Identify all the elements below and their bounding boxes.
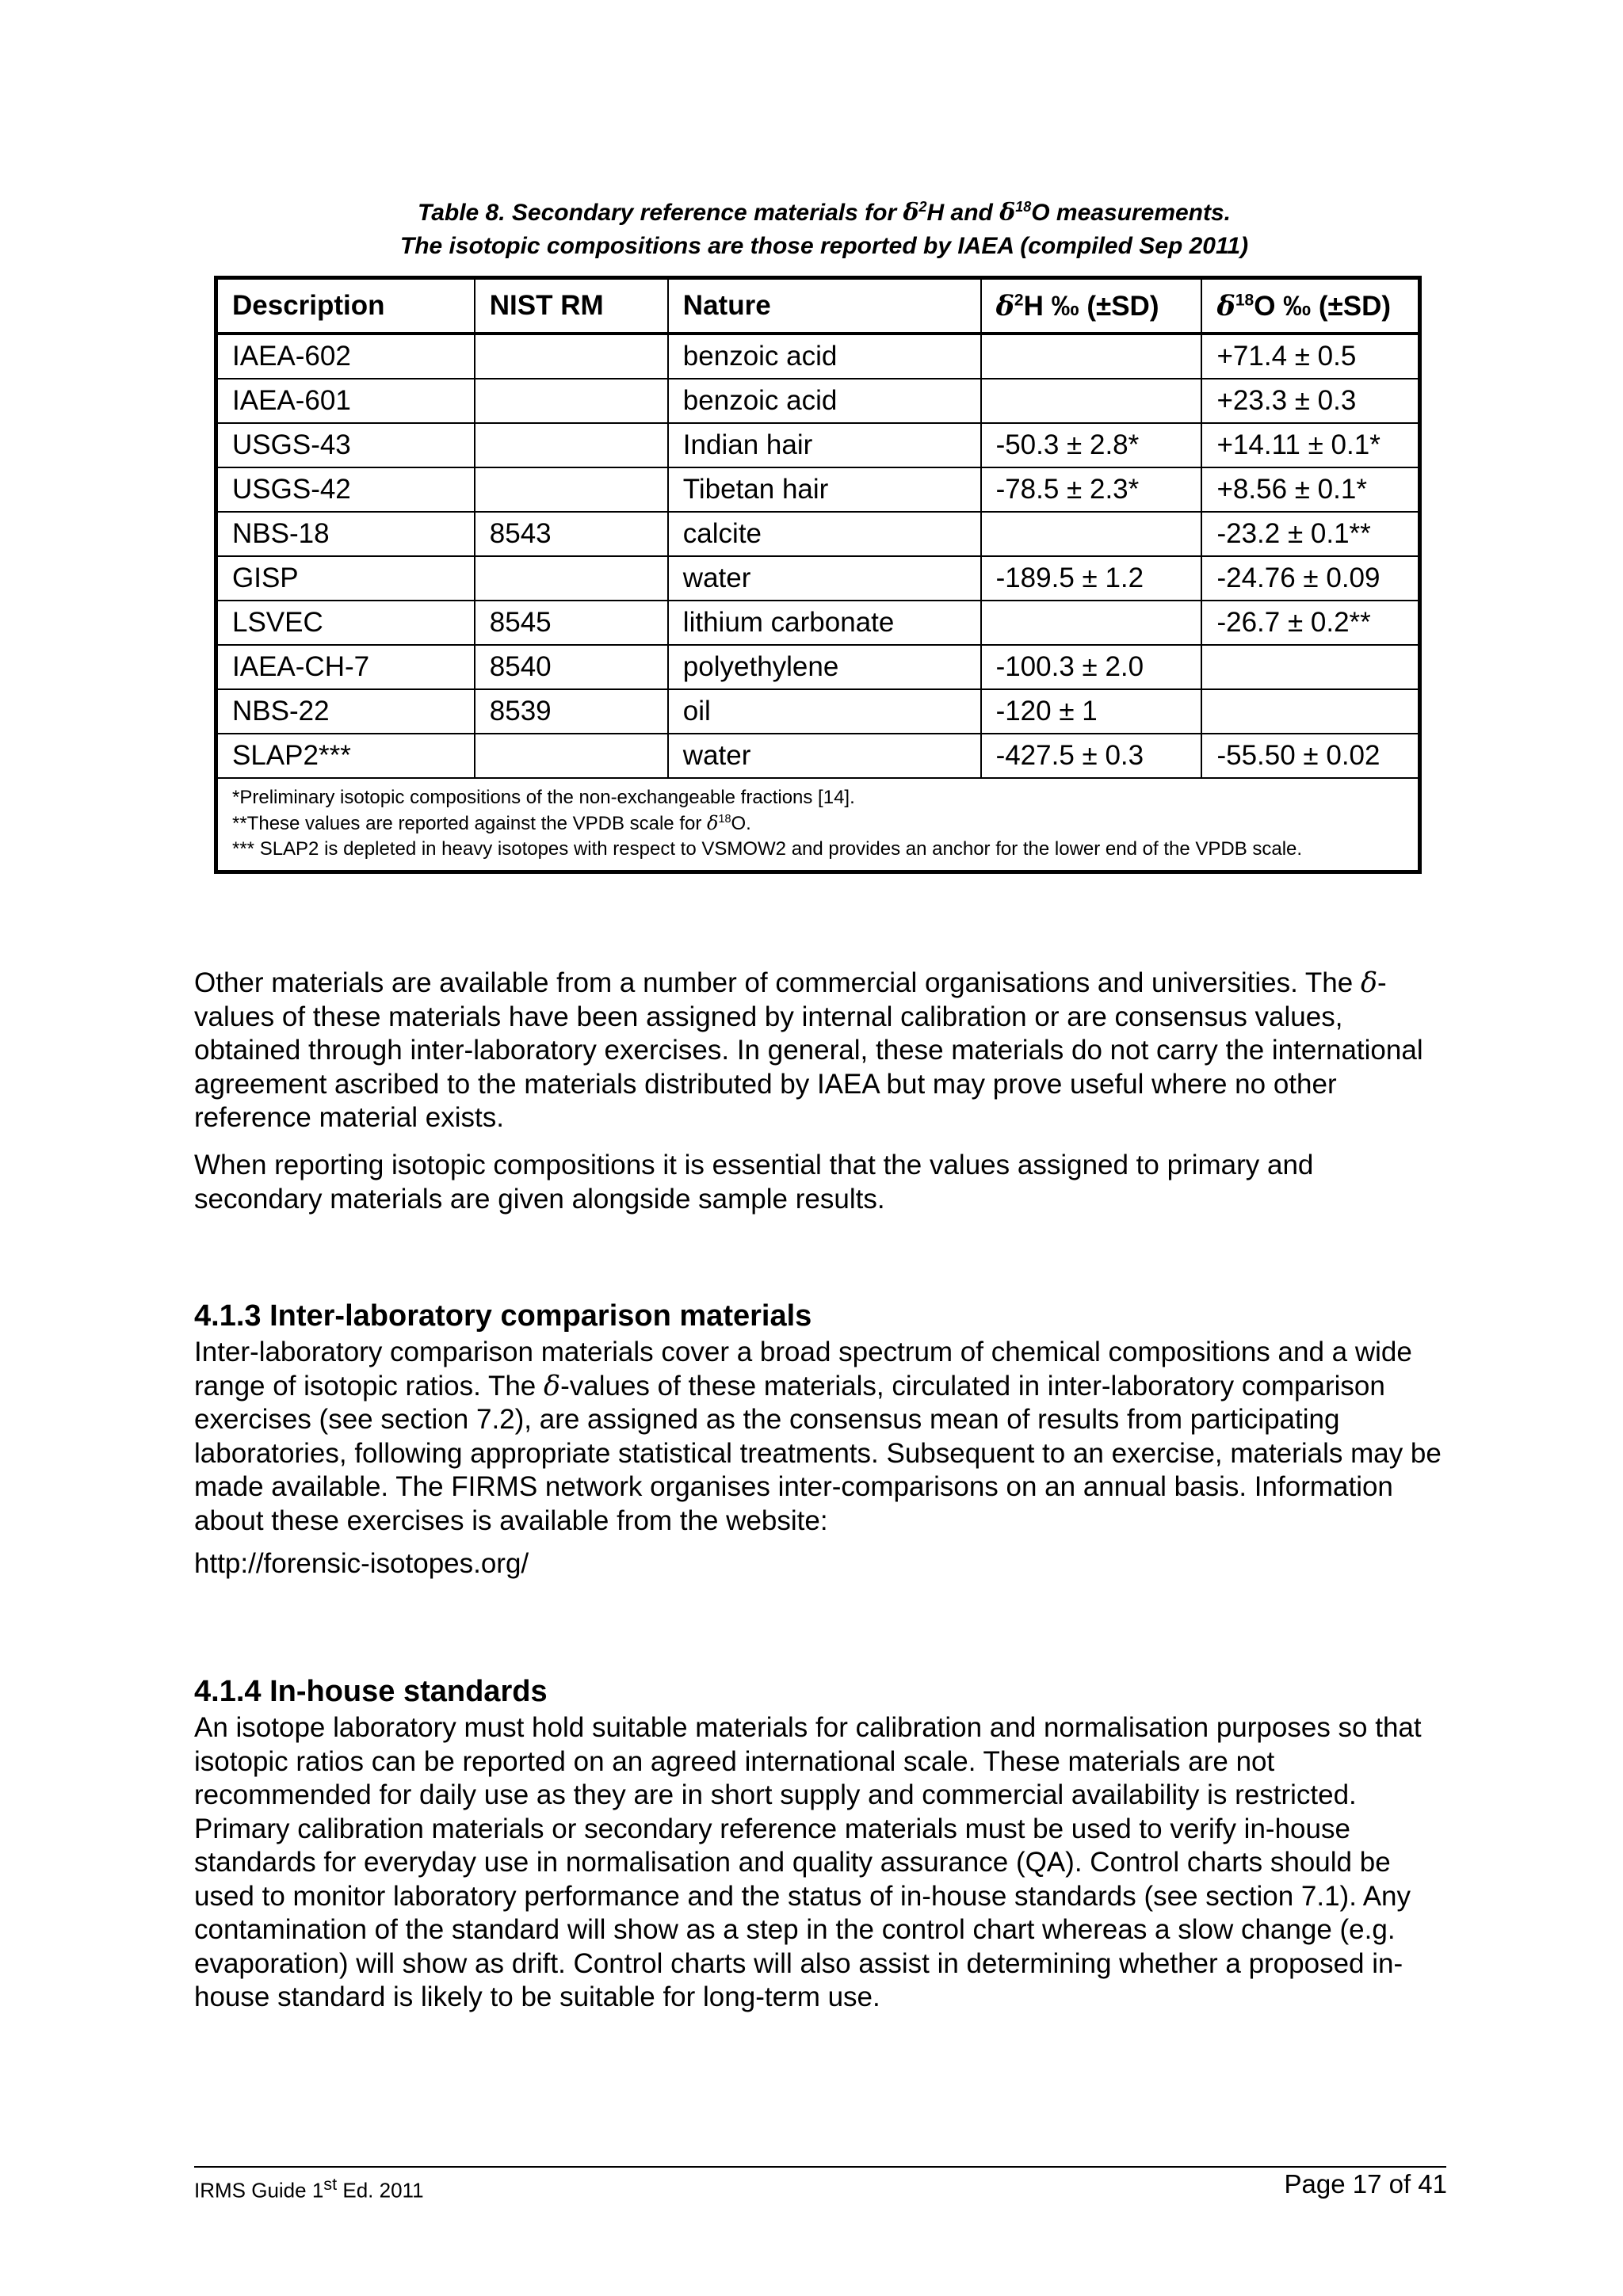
- paragraph-other-materials: Other materials are available from a number of commercial organisations and universities. The δ-values of these materials have been assigned by internal calibration or are consensus values, obtained through inter-laboratory exercises. In general, these materials do not carry the international agreement ascribed to the materials distributed by IAEA but may prove useful where no other reference material exists.: [194, 967, 1423, 1133]
- reference-materials-table: [214, 276, 1422, 874]
- cell-d18o: [1201, 689, 1419, 734]
- cell-description: USGS-42: [216, 467, 475, 512]
- cell-nature: benzoic acid: [668, 379, 981, 423]
- caption-line-2: The isotopic compositions are those reported by IAEA (compiled Sep 2011): [399, 233, 1249, 259]
- paragraph-inter-lab: Inter-laboratory comparison materials cover a broad spectrum of chemical compositions and a wide range of isotopic ratios. The δ-values of these materials, circulated in inter-laboratory comparison exercises (see section 7.2), are assigned as the consensus mean of results from participating laboratories, following appropriate statistical treatments. Subsequent to an exercise, materials may be made available. The FIRMS network organises inter-comparisons on an annual basis. Information about these exercises is available from the website:: [194, 1337, 1442, 1536]
- cell-d2h: [981, 334, 1202, 379]
- table-row: [216, 645, 1420, 689]
- table-caption: [214, 196, 1434, 263]
- cell-nature: lithium carbonate: [668, 601, 981, 645]
- cell-nature: benzoic acid: [668, 334, 981, 379]
- table-row: [216, 689, 1420, 734]
- cell-nist-rm: 8545: [475, 601, 668, 645]
- heading-4-1-4: 4.1.4 In-house standards: [194, 1675, 548, 1708]
- cell-d2h: -189.5 ± 1.2: [981, 556, 1202, 601]
- footer-page-number: Page 17 of 41: [1284, 2169, 1447, 2199]
- cell-nist-rm: [475, 734, 668, 778]
- section-4-1-4: [194, 1672, 1446, 2015]
- table-notes-row: [216, 778, 1420, 872]
- cell-nist-rm: 8543: [475, 512, 668, 556]
- table-row: [216, 734, 1420, 778]
- cell-d18o: +71.4 ± 0.5: [1201, 334, 1419, 379]
- footer-divider: [194, 2166, 1446, 2168]
- cell-nature: Tibetan hair: [668, 467, 981, 512]
- cell-nature: oil: [668, 689, 981, 734]
- col-delta-2h: $\delta^2H$ ‰ (±SD): [981, 278, 1202, 334]
- cell-d2h: -100.3 ± 2.0: [981, 645, 1202, 689]
- table-row: [216, 601, 1420, 645]
- cell-d2h: [981, 512, 1202, 556]
- table-row: [216, 512, 1420, 556]
- heading-4-1-3: 4.1.3 Inter-laboratory comparison materials: [194, 1299, 812, 1333]
- cell-description: NBS-22: [216, 689, 475, 734]
- paragraph-in-house: An isotope laboratory must hold suitable materials for calibration and normalisation purposes so that isotopic ratios can be reported on an agreed international scale. These materials are not recommended for daily use as they are in short supply and commercial availability is restricted. Primary calibration materials or secondary reference materials must be used to verify in-house standards for everyday use in normalisation and quality assurance (QA). Control charts should be used to monitor laboratory performance and the status of in-house standards (see section 7.1). Any contamination of the standard will show as a step in the control chart whereas a slow change (e.g. evaporation) will show as drift. Control charts will also assist in determining whether a proposed in-house standard is likely to be suitable for long-term use.: [194, 1712, 1422, 2012]
- cell-nature: Indian hair: [668, 423, 981, 467]
- cell-description: GISP: [216, 556, 475, 601]
- cell-d2h: -78.5 ± 2.3*: [981, 467, 1202, 512]
- table-row: [216, 379, 1420, 423]
- cell-nature: water: [668, 734, 981, 778]
- footer-doc-title: IRMS Guide 1st Ed. 2011: [194, 2174, 424, 2203]
- cell-d18o: +23.3 ± 0.3: [1201, 379, 1419, 423]
- cell-d18o: [1201, 645, 1419, 689]
- note-2: **These values are reported against the VPDB scale for $\delta^{18}O$.: [232, 812, 751, 834]
- table-row: [216, 423, 1420, 467]
- cell-nist-rm: [475, 467, 668, 512]
- cell-d2h: -50.3 ± 2.8*: [981, 423, 1202, 467]
- cell-nist-rm: [475, 556, 668, 601]
- cell-nature: water: [668, 556, 981, 601]
- cell-nature: polyethylene: [668, 645, 981, 689]
- cell-d18o: -26.7 ± 0.2**: [1201, 601, 1419, 645]
- note-3: *** SLAP2 is depleted in heavy isotopes with respect to VSMOW2 and provides an anchor for the lower end of the VPDB scale.: [232, 838, 1303, 860]
- section-4-1-3: [194, 1296, 1446, 1581]
- cell-description: SLAP2***: [216, 734, 475, 778]
- cell-d2h: -120 ± 1: [981, 689, 1202, 734]
- cell-description: NBS-18: [216, 512, 475, 556]
- cell-nist-rm: 8540: [475, 645, 668, 689]
- cell-description: LSVEC: [216, 601, 475, 645]
- cell-description: IAEA-CH-7: [216, 645, 475, 689]
- cell-d18o: -23.2 ± 0.1**: [1201, 512, 1419, 556]
- col-description: Description: [216, 278, 475, 334]
- cell-d2h: [981, 379, 1202, 423]
- cell-d18o: +14.11 ± 0.1*: [1201, 423, 1419, 467]
- cell-description: USGS-43: [216, 423, 475, 467]
- note-1: *Preliminary isotopic compositions of the non-exchangeable fractions [14].: [232, 787, 855, 808]
- website-link[interactable]: http://forensic-isotopes.org/: [194, 1548, 529, 1579]
- table-header-row: [216, 278, 1420, 334]
- cell-d18o: +8.56 ± 0.1*: [1201, 467, 1419, 512]
- cell-nist-rm: [475, 334, 668, 379]
- cell-description: IAEA-601: [216, 379, 475, 423]
- cell-d2h: -427.5 ± 0.3: [981, 734, 1202, 778]
- caption-line-1: Table 8. Secondary reference materials for $\delta^2H$ and $\delta^{18}O$ measurements.: [417, 199, 1232, 227]
- col-nist-rm: NIST RM: [475, 278, 668, 334]
- cell-nist-rm: 8539: [475, 689, 668, 734]
- table-row: [216, 556, 1420, 601]
- cell-nist-rm: [475, 379, 668, 423]
- col-delta-18o: $\delta^{18}O$ ‰ (±SD): [1201, 278, 1419, 334]
- table-notes: [216, 778, 1420, 872]
- cell-nist-rm: [475, 423, 668, 467]
- col-nature: Nature: [668, 278, 981, 334]
- table-row: [216, 467, 1420, 512]
- paragraph-reporting: When reporting isotopic compositions it is essential that the values assigned to primary and secondary materials are given alongside sample results.: [194, 1150, 1314, 1215]
- cell-nature: calcite: [668, 512, 981, 556]
- cell-d18o: -55.50 ± 0.02: [1201, 734, 1419, 778]
- cell-d2h: [981, 601, 1202, 645]
- cell-description: IAEA-602: [216, 334, 475, 379]
- table-row: [216, 334, 1420, 379]
- cell-d18o: -24.76 ± 0.09: [1201, 556, 1419, 601]
